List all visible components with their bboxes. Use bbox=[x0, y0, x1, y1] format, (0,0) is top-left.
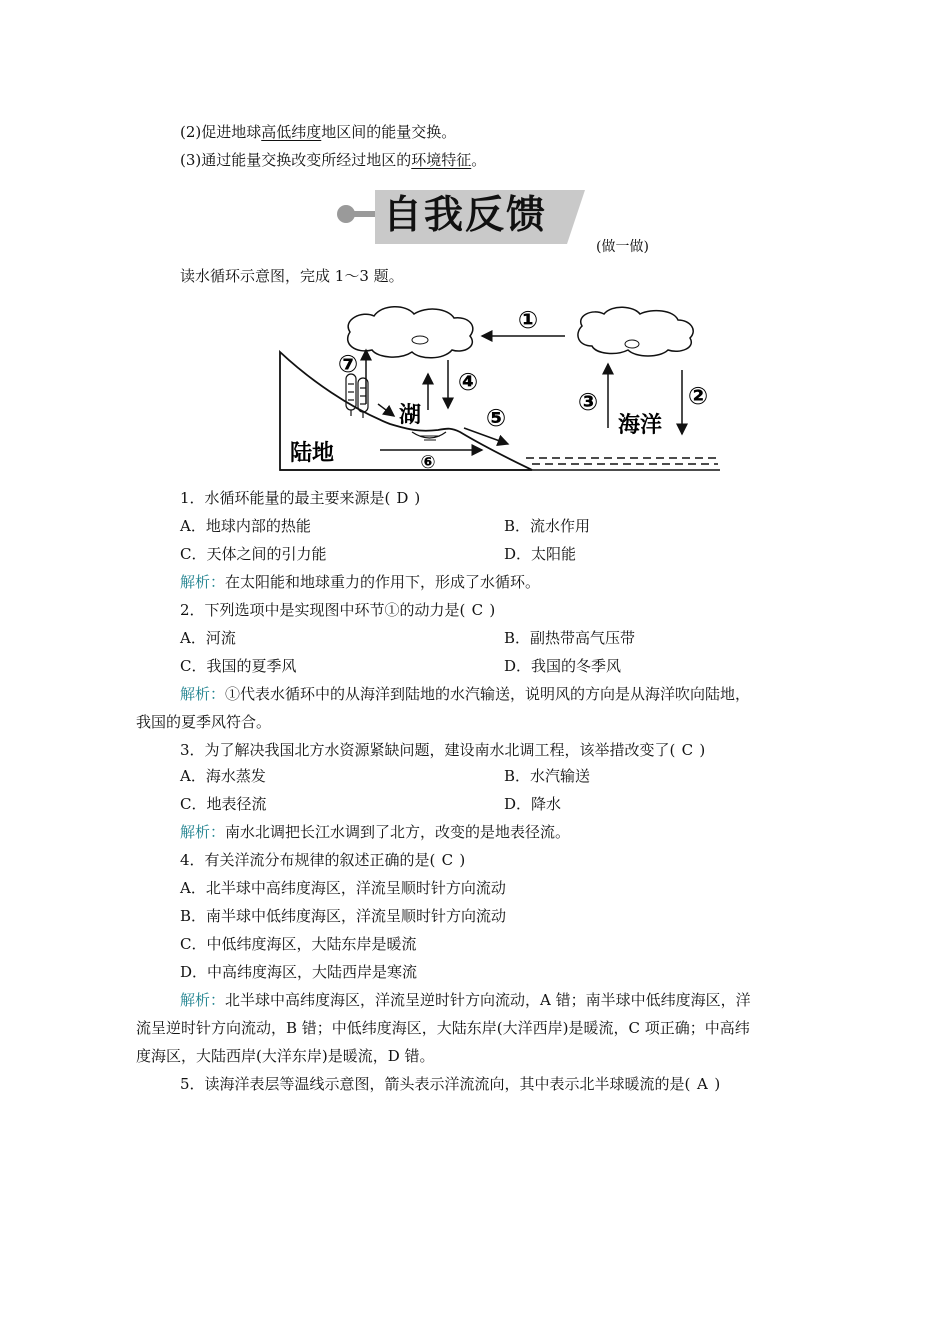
analysis-text: 北半球中高纬度海区，洋流呈逆时针方向流动，A 错；南半球中低纬度海区，洋 bbox=[225, 991, 751, 1009]
q2-analysis bbox=[180, 684, 750, 704]
stem-close: ) bbox=[714, 1075, 721, 1093]
q2-option-a: A．河流 bbox=[180, 629, 236, 647]
q4-analysis-cont-1: 流呈逆时针方向流动，B 错；中低纬度海区，大陆东岸(大洋西岸)是暖流，C 项正确；中高纬 bbox=[136, 1019, 750, 1037]
lake-basin bbox=[412, 432, 446, 438]
analysis-text: ①代表水循环中的从海洋到陆地的水汽输送，说明风的方向是从海洋吹向陆地， bbox=[225, 685, 751, 703]
q4-analysis-cont-2: 度海区，大陆西岸(大洋东岸)是暖流，D 错。 bbox=[136, 1047, 435, 1065]
answer-letter: C bbox=[441, 851, 454, 869]
answer-letter: D bbox=[396, 489, 409, 507]
q1-option-d: D．太阳能 bbox=[504, 545, 577, 563]
question-1-stem bbox=[180, 488, 420, 508]
banner-dot-icon bbox=[337, 205, 355, 223]
q3-option-c: C．地表径流 bbox=[180, 795, 267, 813]
analysis-label: 解析： bbox=[180, 823, 226, 841]
analysis-label: 解析： bbox=[180, 685, 226, 703]
land-label: 陆地 bbox=[289, 441, 335, 466]
prompt-text: 读水循环示意图，完成 1～3 题。 bbox=[180, 267, 404, 285]
q1-option-c: C．天体之间的引力能 bbox=[180, 545, 327, 563]
q2-analysis-cont: 我国的夏季风符合。 bbox=[136, 713, 272, 731]
analysis-text: 在太阳能和地球重力的作用下，形成了水循环。 bbox=[225, 573, 541, 591]
marker-5: ⑤ bbox=[485, 404, 507, 432]
intro-text: 。 bbox=[471, 151, 487, 169]
q2-option-c: C．我国的夏季风 bbox=[180, 657, 297, 675]
question-3-stem bbox=[180, 740, 705, 760]
intro-text: (3)通过能量交换改变所经过地区的 bbox=[180, 151, 412, 169]
banner-bar bbox=[353, 211, 377, 217]
q3-option-d: D．降水 bbox=[504, 795, 562, 813]
stem-close: ) bbox=[699, 741, 706, 759]
underlined-term: 环境特征 bbox=[411, 151, 472, 169]
intro-text: 地区间的能量交换。 bbox=[321, 123, 457, 141]
analysis-label: 解析： bbox=[180, 991, 226, 1009]
q1-option-b: B．流水作用 bbox=[504, 517, 591, 535]
q1-analysis bbox=[180, 572, 540, 592]
water-cycle-diagram bbox=[270, 300, 730, 480]
answer-letter: A bbox=[696, 1075, 708, 1093]
q4-option-c: C．中低纬度海区，大陆东岸是暖流 bbox=[180, 935, 417, 953]
ocean-surface bbox=[526, 458, 718, 464]
analysis-label: 解析： bbox=[180, 573, 226, 591]
marker-4: ④ bbox=[457, 368, 479, 396]
q4-analysis bbox=[180, 990, 751, 1010]
intro-text: (2)促进地球 bbox=[180, 123, 262, 141]
ocean-cloud-icon bbox=[578, 307, 693, 356]
stem-close: ) bbox=[459, 851, 466, 869]
analysis-text: 南水北调把长江水调到了北方，改变的是地表径流。 bbox=[225, 823, 571, 841]
lake-label: 湖 bbox=[398, 403, 422, 428]
underlined-term: 高低纬度 bbox=[261, 123, 322, 141]
question-2-stem bbox=[180, 600, 495, 620]
marker-7: ⑦ bbox=[337, 350, 359, 378]
q1-option-a: A．地球内部的热能 bbox=[180, 517, 311, 535]
q4-option-b: B．南半球中低纬度海区，洋流呈顺时针方向流动 bbox=[180, 907, 507, 925]
question-4-stem bbox=[180, 850, 465, 870]
section-title: 自我反馈 bbox=[382, 193, 547, 238]
q2-option-b: B．副热带高气压带 bbox=[504, 629, 636, 647]
q3-analysis bbox=[180, 822, 570, 842]
stem-text: 2．下列选项中是实现图中环节①的动力是( bbox=[180, 601, 466, 619]
intro-line-3 bbox=[180, 150, 486, 170]
stem-close: ) bbox=[489, 601, 496, 619]
stem-text: 1．水循环能量的最主要来源是( bbox=[180, 489, 391, 507]
tree-icon bbox=[346, 374, 368, 418]
section-subtitle: (做一做) bbox=[596, 239, 649, 255]
q3-option-a: A．海水蒸发 bbox=[180, 767, 266, 785]
answer-letter: C bbox=[681, 741, 694, 759]
marker-2: ② bbox=[687, 382, 709, 410]
question-5-stem bbox=[180, 1074, 720, 1094]
marker-3: ③ bbox=[577, 388, 599, 416]
intro-line-2 bbox=[180, 122, 456, 142]
q2-option-d: D．我国的冬季风 bbox=[504, 657, 622, 675]
q3-option-b: B．水汽输送 bbox=[504, 767, 591, 785]
marker-1: ① bbox=[517, 306, 539, 334]
q4-option-a: A．北半球中高纬度海区，洋流呈顺时针方向流动 bbox=[180, 879, 506, 897]
stem-close: ) bbox=[414, 489, 421, 507]
marker-6: ⑥ bbox=[420, 452, 436, 473]
ocean-label: 海洋 bbox=[617, 413, 663, 438]
answer-letter: C bbox=[471, 601, 484, 619]
stem-text: 3．为了解决我国北方水资源紧缺问题，建设南水北调工程，该举措改变了( bbox=[180, 741, 676, 759]
stem-text: 5．读海洋表层等温线示意图，箭头表示洋流流向，其中表示北半球暖流的是( bbox=[180, 1075, 691, 1093]
stem-text: 4．有关洋流分布规律的叙述正确的是( bbox=[180, 851, 436, 869]
q4-option-d: D．中高纬度海区，大陆西岸是寒流 bbox=[180, 963, 418, 981]
